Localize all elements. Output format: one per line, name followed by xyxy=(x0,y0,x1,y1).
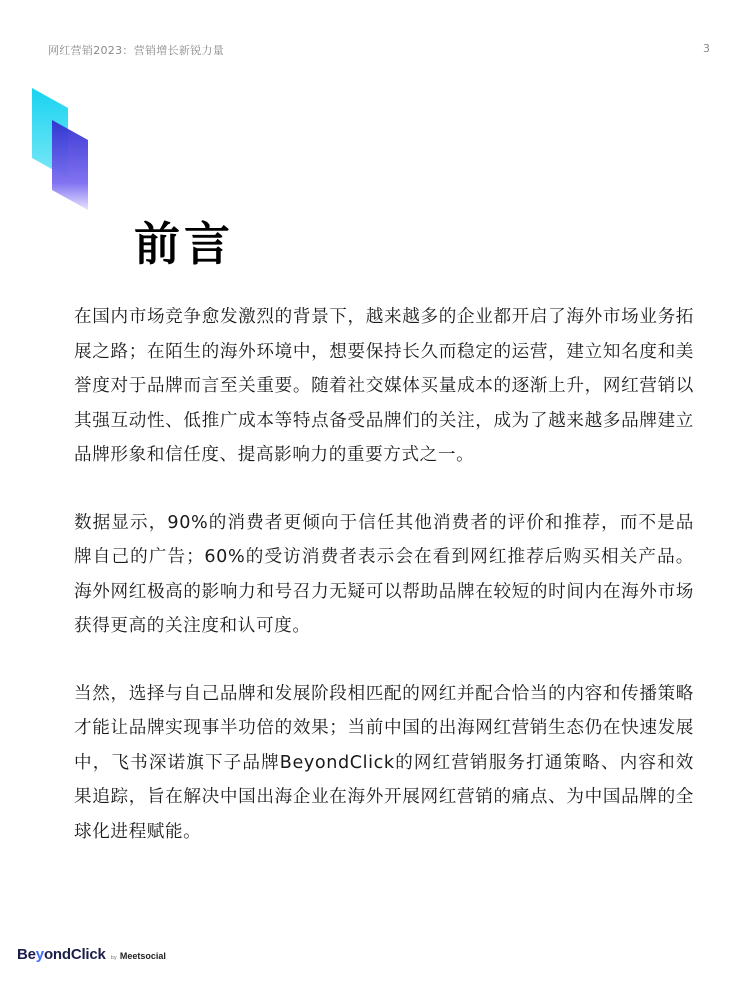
paragraph-2: 数据显示，90%的消费者更倾向于信任其他消费者的评价和推荐，而不是品牌自己的广告；60%的受访消费者表示会在看到网红推荐后购买相关产品。海外网红极高的影响力和号召力无疑可以帮助品牌在较短的时间内在海外市场获得更高的关注度和认可度。 xyxy=(74,512,694,636)
beyondclick-logo: BeyondClick xyxy=(17,946,106,963)
body-text xyxy=(74,300,694,882)
page-number: 3 xyxy=(703,42,710,55)
logo-by: by xyxy=(110,955,117,961)
meetsocial-logo: Meetsocial xyxy=(119,951,166,961)
decor-shape-blue xyxy=(52,120,88,210)
paragraph-3: 当然，选择与自己品牌和发展阶段相匹配的网红并配合恰当的内容和传播策略才能让品牌实现事半功倍的效果；当前中国的出海网红营销生态仍在快速发展中，飞书深诺旗下子品牌BeyondClick的网红营销服务打通策略、内容和效果追踪，旨在解决中国出海企业在海外开展网红营销的痛点、为中国品牌的全球化进程赋能。 xyxy=(74,683,694,842)
decorative-parallelograms xyxy=(30,86,100,211)
page-title: 前言 xyxy=(134,217,234,271)
running-header: 网红营销2023：营销增长新锐力量 xyxy=(48,44,225,57)
paragraph-1: 在国内市场竞争愈发激烈的背景下，越来越多的企业都开启了海外市场业务拓展之路；在陌生的海外环境中，想要保持长久而稳定的运营，建立知名度和美誉度对于品牌而言至关重要。随着社交媒体买量成本的逐渐上升，网红营销以其强互动性、低推广成本等特点备受品牌们的关注，成为了越来越多品牌建立品牌形象和信任度、提高影响力的重要方式之一。 xyxy=(74,307,694,465)
footer-logo xyxy=(17,946,166,963)
